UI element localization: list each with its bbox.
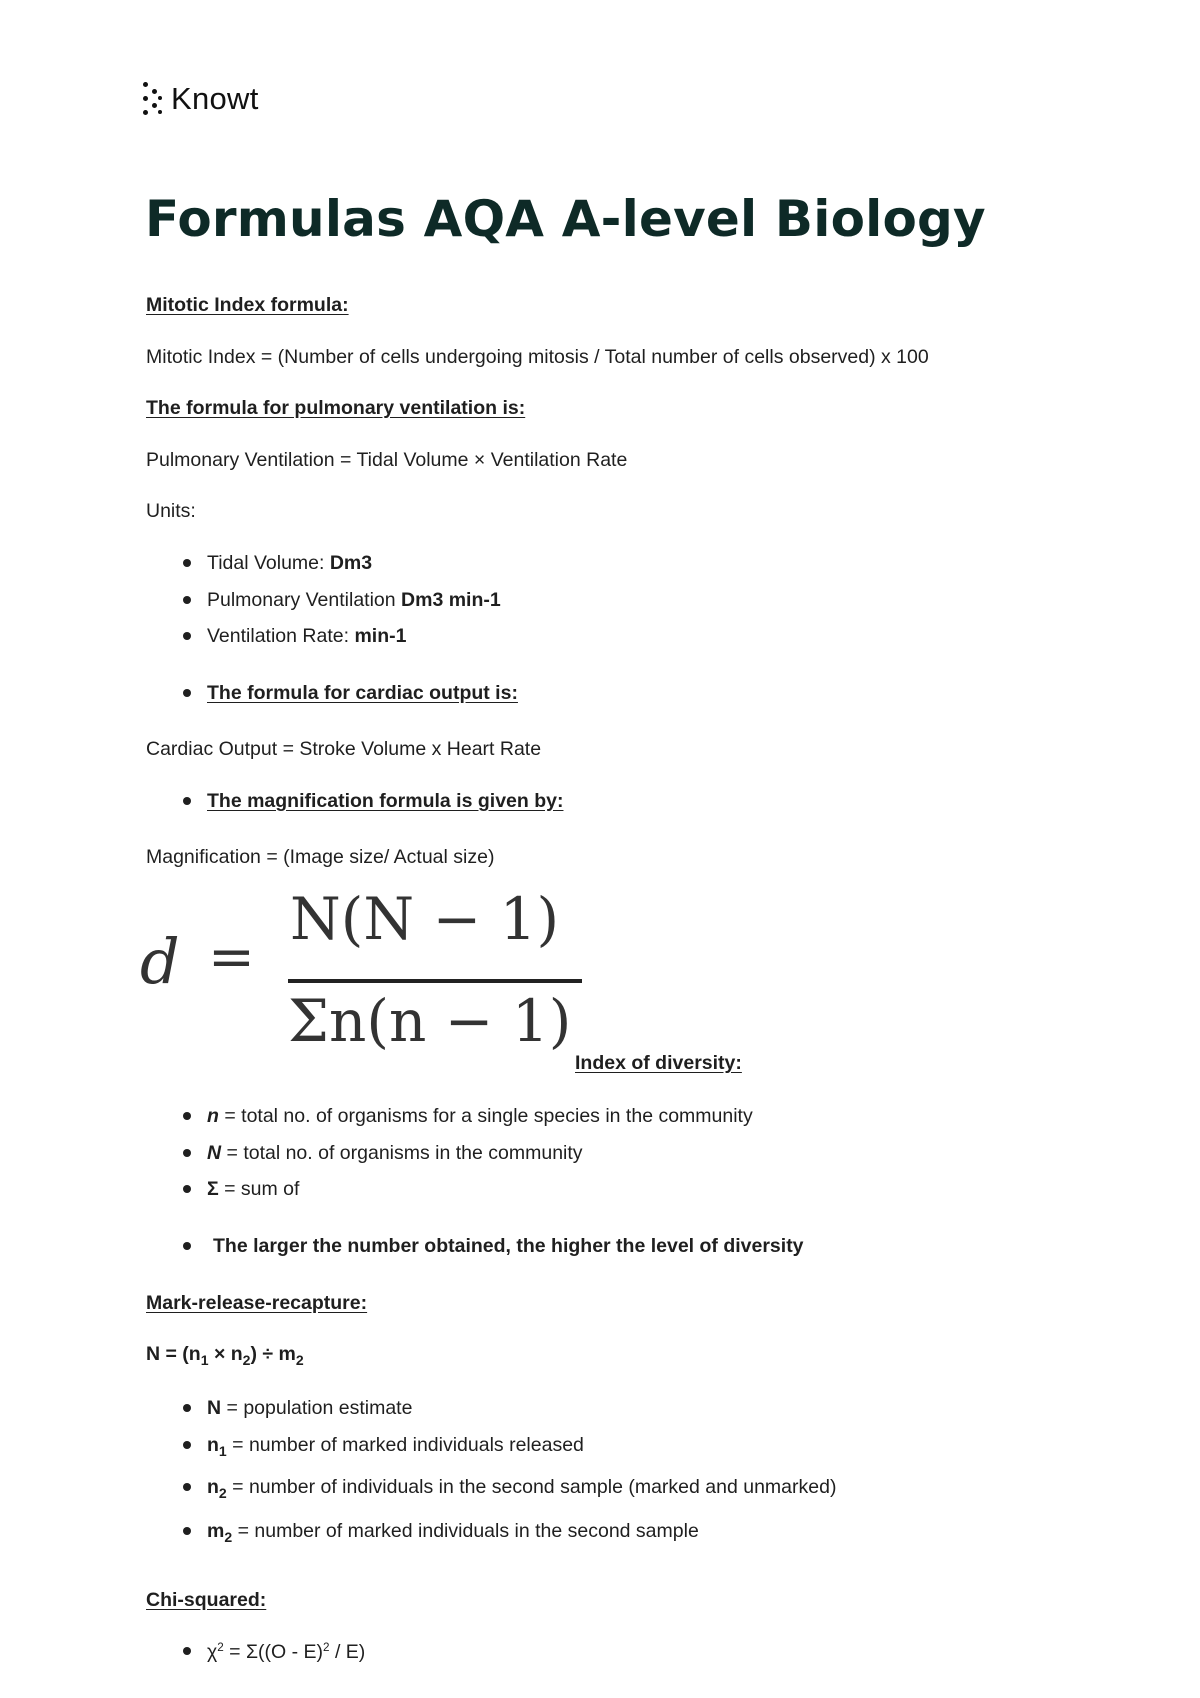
mark-release-formula: $N = (n_1 \times n_2) \div m_2$ xyxy=(146,1343,304,1368)
bullet-icon xyxy=(183,1483,191,1491)
bullet-icon xyxy=(183,797,191,805)
pulmonary-heading: The formula for pulmonary ventilation is: xyxy=(146,397,526,419)
list-item xyxy=(207,591,501,611)
term-text: = total no. of organisms in the community xyxy=(221,1142,583,1164)
chi-heading: Chi-squared: xyxy=(146,1589,267,1611)
list-item: $m_2$ = number of marked individuals in the second sample xyxy=(207,1520,699,1545)
list-item xyxy=(207,1107,753,1127)
formula-equals: = xyxy=(208,925,255,990)
unit-label: Ventilation Rate: xyxy=(207,625,355,647)
mitotic-formula: Mitotic Index = (Number of cells undergoing mitosis / Total number of cells observed) x 100 xyxy=(146,346,929,368)
fraction-bar xyxy=(288,979,582,983)
bullet-icon xyxy=(183,1404,191,1412)
bullet-icon xyxy=(183,632,191,640)
magnification-formula: Magnification = (Image size/ Actual size) xyxy=(146,846,495,868)
bullet-icon xyxy=(183,1242,191,1250)
cardiac-heading: The formula for cardiac output is: xyxy=(207,682,518,704)
bullet-icon xyxy=(183,1149,191,1157)
term-text: = total no. of organisms for a single species in the community xyxy=(218,1105,753,1127)
bullet-icon xyxy=(183,1527,191,1535)
bullet-icon xyxy=(183,596,191,604)
bullet-icon xyxy=(183,689,191,697)
formula-lhs: d xyxy=(140,925,180,998)
term-text: = sum of xyxy=(218,1178,300,1200)
unit-label: Pulmonary Ventilation xyxy=(207,589,402,611)
list-item: $n_1$ = number of marked individuals released xyxy=(207,1434,584,1459)
chi-formula: $\chi^2 = \Sigma((O - E)^2 / E)$ xyxy=(207,1641,366,1664)
term-symbol: N xyxy=(207,1142,222,1164)
diversity-heading: Index of diversity: xyxy=(575,1052,742,1074)
list-item: N = population estimate xyxy=(207,1397,413,1419)
units-label: Units: xyxy=(146,500,196,522)
pulmonary-formula: Pulmonary Ventilation = Tidal Volume × Ventilation Rate xyxy=(146,449,628,471)
list-item: $n_2$ = number of individuals in the second sample (marked and unmarked) xyxy=(207,1476,837,1501)
list-item xyxy=(207,627,406,647)
unit-value: Dm3 xyxy=(329,552,373,574)
unit-value: Dm3 min-1 xyxy=(401,589,501,611)
knowt-logo[interactable] xyxy=(143,80,259,118)
mark-release-heading: Mark-release-recapture: xyxy=(146,1292,368,1314)
term-symbol: Σ xyxy=(207,1178,219,1200)
bullet-icon xyxy=(183,1112,191,1120)
list-item xyxy=(207,554,372,574)
unit-label: Tidal Volume: xyxy=(207,552,330,574)
cardiac-formula: Cardiac Output = Stroke Volume x Heart Rate xyxy=(146,738,542,760)
brand-name: Knowt xyxy=(171,81,259,116)
mitotic-heading: Mitotic Index formula: xyxy=(146,294,349,316)
formula-denominator: Σn(n − 1) xyxy=(288,987,572,1055)
page-title: Formulas AQA A-level Biology xyxy=(145,190,986,248)
bullet-icon xyxy=(183,559,191,567)
formula-numerator: N(N − 1) xyxy=(290,885,560,953)
list-item xyxy=(207,1180,299,1200)
bullet-icon xyxy=(183,1441,191,1449)
unit-value: min-1 xyxy=(354,625,407,647)
bullet-icon xyxy=(183,1185,191,1193)
diversity-formula-image xyxy=(140,885,590,1065)
list-item xyxy=(207,1144,583,1164)
magnification-heading: The magnification formula is given by: xyxy=(207,790,564,812)
term-symbol: n xyxy=(207,1105,219,1127)
bullet-icon xyxy=(183,1647,191,1655)
knowt-logo-icon xyxy=(143,80,163,118)
diversity-note: The larger the number obtained, the higher the level of diversity xyxy=(213,1235,804,1257)
